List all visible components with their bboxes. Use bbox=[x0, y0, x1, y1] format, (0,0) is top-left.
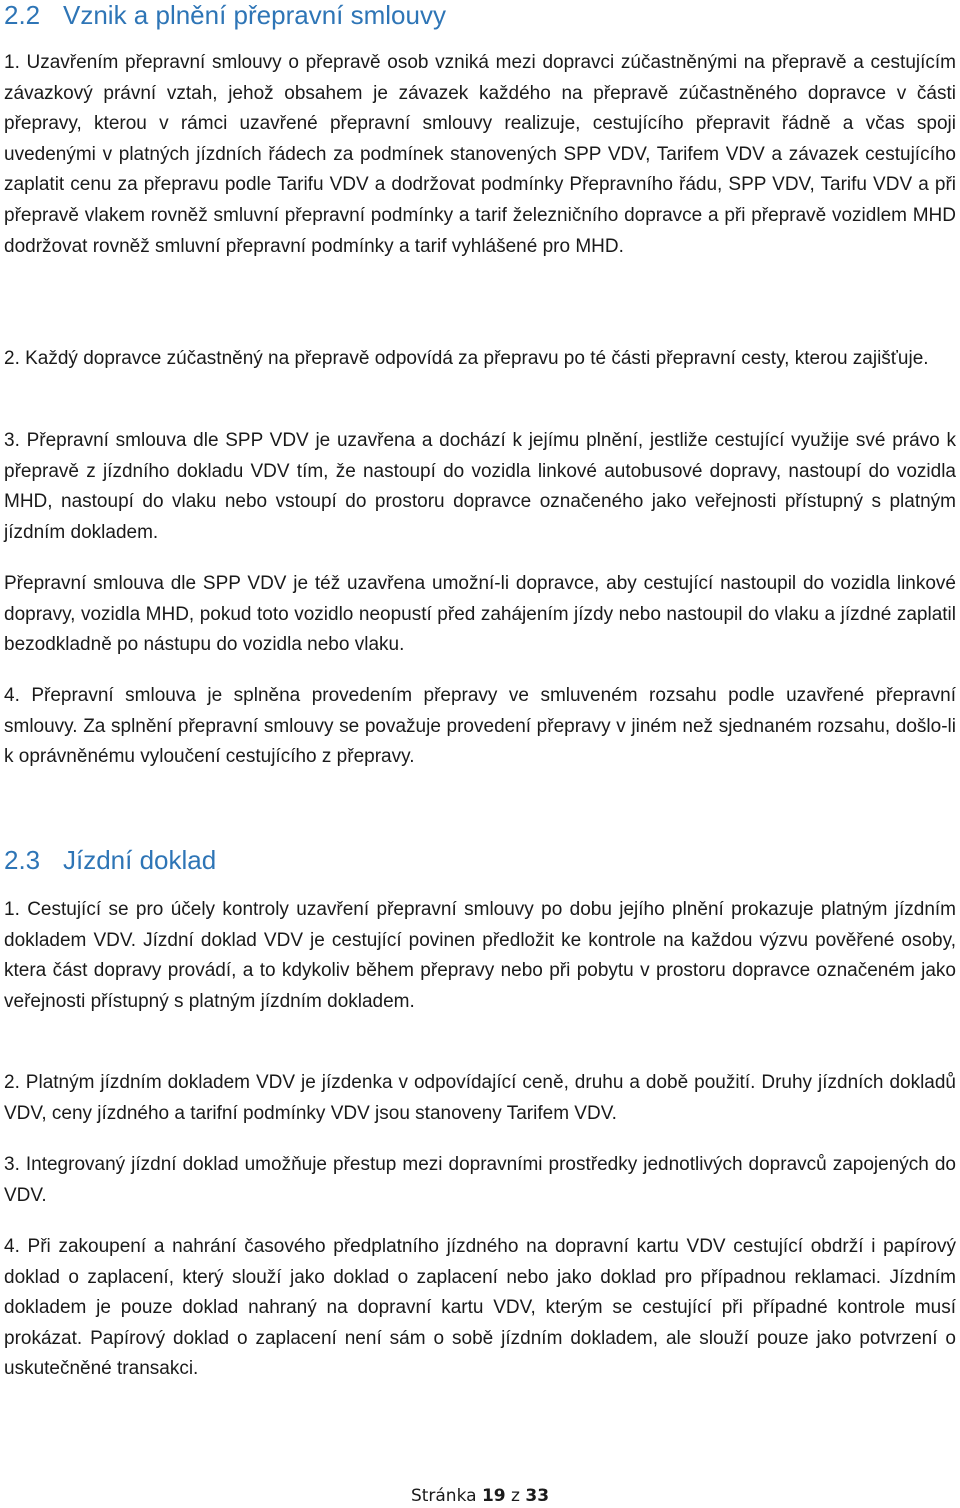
paragraph-2-3-4: 4. Při zakoupení a nahrání časového předplatního jízdného na dopravní kartu VDV cestující obdrží i papírový doklad o zaplacení, který slouží jako doklad o zaplacení nebo jako doklad pro případnou reklamaci. Jízdním dokladem je pouze doklad nahraný na dopravní kartu VDV, kterým se cestující při případné kontrole musí prokázat. Papírový doklad o zaplacení není sám o sobě jízdním dokladem, ale slouží pouze jako potvrzení o uskutečněné transakci. bbox=[4, 1236, 956, 1380]
section-heading-2-2 bbox=[4, 0, 446, 30]
section-number: 2.3 bbox=[4, 845, 41, 875]
section-title: Jízdní doklad bbox=[63, 845, 217, 875]
paragraph-2-2-4: 4. Přepravní smlouva je splněna provedením přepravy ve smluveném rozsahu podle uzavřené přepravní smlouvy. Za splnění přepravní smlouvy se považuje provedení přepravy v jiném než sjednaném rozsahu, došlo-li k oprávněnému vyloučení cestujícího z přepravy. bbox=[4, 685, 956, 768]
paragraph-2-3-3: 3. Integrovaný jízdní doklad umožňuje přestup mezi dopravními prostředky jednotlivých dopravců zapojených do VDV. bbox=[4, 1154, 956, 1206]
paragraph-2-3-1: 1. Cestující se pro účely kontroly uzavření přepravní smlouvy po dobu jejího plnění prokazuje platným jízdním dokladem VDV. Jízdní doklad VDV je cestující povinen předložit ke kontrole na každou výzvu pověřené osoby, ktera část dopravy provádí, a to kdykoliv během přepravy nebo při pobytu v prostoru dopravce označeném jako veřejnosti přístupný s platným jízdním dokladem. bbox=[4, 899, 956, 1012]
section-title: Vznik a plnění přepravní smlouvy bbox=[63, 0, 446, 30]
section-number: 2.2 bbox=[4, 0, 41, 30]
paragraph-2-2-3: 3. Přepravní smlouva dle SPP VDV je uzavřena a dochází k jejímu plnění, jestliže cestující využije své právo k přepravě z jízdního dokladu VDV tím, že nastoupí do vozidla linkové autobusové dopravy, nastoupí do vozidla MHD, nastoupí do vlaku nebo vstoupí do prostoru dopravce označeného jako veřejnosti přístupný s platným jízdním dokladem. bbox=[4, 430, 956, 543]
paragraph-2-2-3b: Přepravní smlouva dle SPP VDV je též uzavřena umožní-li dopravce, aby cestující nastoupil do vozidla linkové dopravy, vozidla MHD, pokud toto vozidlo neopustí před zahájením jízdy nebo nastoupil do vlaku a jízdné zaplatil bezodkladně po nástupu do vozidla nebo vlaku. bbox=[4, 573, 956, 656]
section-heading-2-3 bbox=[4, 845, 216, 875]
page-footer bbox=[0, 1485, 960, 1507]
paragraph-2-2-2: 2. Každý dopravce zúčastněný na přepravě odpovídá za přepravu po té části přepravní cesty, kterou zajišťuje. bbox=[4, 348, 929, 369]
paragraph-2-2-1: 1. Uzavřením přepravní smlouvy o přepravě osob vzniká mezi dopravci zúčastněnými na přepravě a cestujícím závazkový právní vztah, jehož obsahem je závazek každého na přepravě zúčastněného dopravce v části přepravy, kterou v rámci uzavřené přepravní smlouvy realizuje, cestujícího přepravit řádně a včas spoji uvedenými v platných jízdních řádech za podmínek stanovených SPP VDV, Tarifem VDV a závazek cestujícího zaplatit cenu za přepravu podle Tarifu VDV a dodržovat podmínky Přepravního řádu, SPP VDV, Tarifu VDV a při přepravě vlakem rovněž smluvní přepravní podmínky a tarif železničního dopravce a při přepravě vozidlem MHD dodržovat rovněž smluvní přepravní podmínky a tarif vyhlášené pro MHD. bbox=[4, 52, 956, 257]
page-separator: z bbox=[511, 1486, 520, 1506]
total-page-count: 33 bbox=[525, 1486, 550, 1506]
page-label: Stránka bbox=[410, 1486, 477, 1506]
current-page-number: 19 bbox=[481, 1486, 506, 1506]
paragraph-2-3-2: 2. Platným jízdním dokladem VDV je jízdenka v odpovídající ceně, druhu a době použití. Druhy jízdních dokladů VDV, ceny jízdného a tarifní podmínky VDV jsou stanoveny Tarifem VDV. bbox=[4, 1072, 956, 1124]
